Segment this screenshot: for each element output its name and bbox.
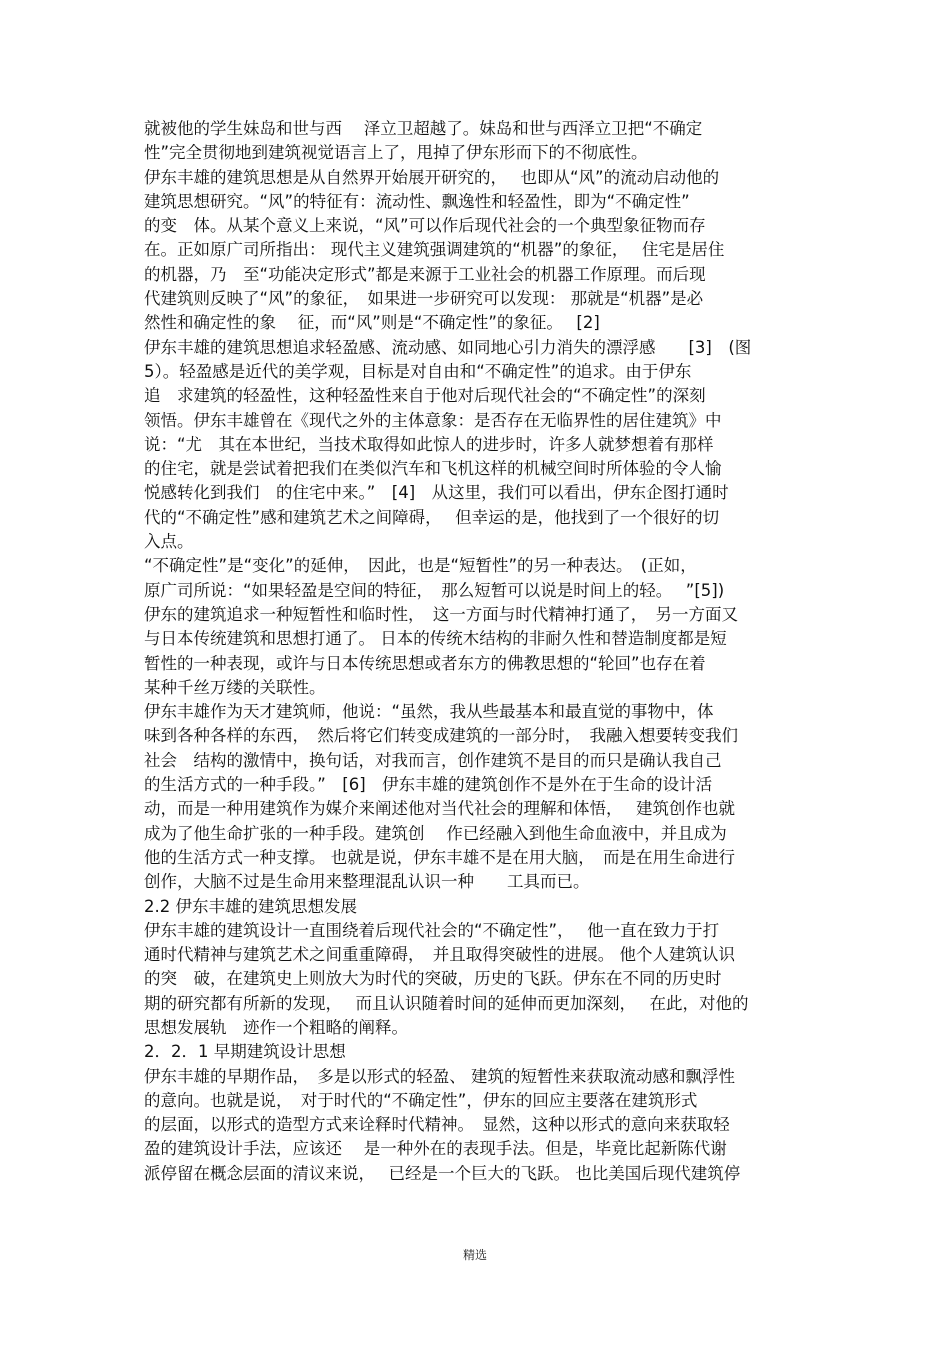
text-line: 成为了他生命扩张的一种手段。建筑创 作已经融入到他生命血液中，并且成为 — [144, 823, 727, 843]
text-line: 创作，大脑不过是生命用来整理混乱认识一种 工具而已。 — [144, 872, 590, 892]
text-line: 的机器，乃 至“功能决定形式”都是来源于工业社会的机器工作原理。而后现 — [144, 264, 706, 284]
text-line: 的生活方式的一种手段。” [6] 伊东丰雄的建筑创作不是外在于生命的设计活 — [144, 775, 713, 795]
page-footer: 精选 — [462, 1248, 487, 1262]
text-line: 在。正如原广司所指出： 现代主义建筑强调建筑的“机器”的象征， 住宅是居住 — [144, 240, 725, 260]
text-line: 说：“尤 其在本世纪，当技术取得如此惊人的进步时，许多人就梦想着有那样 — [144, 434, 714, 454]
text-line: 代的“不确定性”感和建筑艺术之间障碍， 但幸运的是，他找到了一个很好的切 — [144, 507, 720, 527]
text-line: 伊东的建筑追求一种短暂性和临时性， 这一方面与时代精神打通了， 另一方面又 — [144, 604, 738, 624]
text-line: 性”完全贯彻地到建筑视觉语言上了，甩掉了伊东形而下的不彻底性。 — [144, 143, 648, 163]
text-line: 味到各种各样的东西， 然后将它们转变成建筑的一部分时， 我融入想要转变我们 — [144, 726, 738, 746]
text-line: 5）。轻盈感是近代的美学观，目标是对自由和“不确定性”的追求。由于伊东 — [144, 361, 692, 381]
text-line: 入点。 — [144, 532, 194, 552]
text-line: 的层面，以形式的造型方式来诠释时代精神。 显然，这种以形式的意向来获取轻 — [144, 1115, 730, 1135]
text-line: 悦感转化到我们 的住宅中来。” [4] 从这里，我们可以看出，伊东企图打通时 — [144, 483, 729, 503]
text-line: “不确定性”是“变化”的延伸， 因此，也是“短暂性”的另一种表达。 (正如， — [144, 556, 697, 576]
body-text — [144, 117, 809, 1186]
text-line: 的突 破，在建筑史上则放大为时代的突破，历史的飞跃。伊东在不同的历史时 — [144, 969, 722, 989]
text-line: 伊东丰雄的建筑设计一直围绕着后现代社会的“不确定性”， 他一直在致力于打 — [144, 920, 720, 940]
text-line: 伊东丰雄的早期作品， 多是以形式的轻盈、 建筑的短暂性来获取流动感和飘浮性 — [144, 1066, 735, 1086]
text-line: 伊东丰雄作为天才建筑师，他说：“虽然，我从些最基本和最直觉的事物中，体 — [144, 702, 714, 722]
text-line: 然性和确定性的象 征，而“风”则是“不确定性”的象征。 [2] — [144, 313, 600, 333]
text-line: 伊东丰雄的建筑思想追求轻盈感、流动感、如同地心引力消失的漂浮感 [3] (图 — [144, 337, 752, 357]
text-line: 的变 体。从某个意义上来说，“风”可以作后现代社会的一个典型象征物而存 — [144, 216, 706, 236]
text-line: 期的研究都有所新的发现， 而且认识随着时间的延伸而更加深刻， 在此，对他的 — [144, 993, 749, 1013]
text-line: 领悟。伊东丰雄曾在《现代之外的主体意象：是否存在无临界性的居住建筑》中 — [144, 410, 722, 430]
text-line: 建筑思想研究。“风”的特征有：流动性、飘逸性和轻盈性，即为“不确定性” — [144, 191, 690, 211]
text-line: 就被他的学生妹岛和世与西 泽立卫超越了。妹岛和世与西泽立卫把“不确定 — [144, 119, 703, 138]
text-line: 他的生活方式一种支撑。 也就是说，伊东丰雄不是在用大脑， 而是在用生命进行 — [144, 847, 735, 867]
text-line: 派停留在概念层面的清议来说， 已经是一个巨大的飞跃。 也比美国后现代建筑停 — [144, 1163, 741, 1183]
text-line: 动，而是一种用建筑作为媒介来阐述他对当代社会的理解和体悟， 建筑创作也就 — [144, 799, 735, 819]
text-line: 原广司所说：“如果轻盈是空间的特征， 那么短暂可以说是时间上的轻。 ”[5]) — [144, 580, 725, 600]
text-line: 追 求建筑的轻盈性，这种轻盈性来自于他对后现代社会的“不确定性”的深刻 — [144, 386, 706, 406]
text-line: 伊东丰雄的建筑思想是从自然界开始展开研究的， 也即从“风”的流动启动他的 — [144, 167, 720, 187]
text-line: 通时代精神与建筑艺术之间重重障碍， 并且取得突破性的进展。 他个人建筑认识 — [144, 945, 735, 965]
text-line: 思想发展轨 迹作一个粗略的阐释。 — [144, 1017, 408, 1037]
text-line: 某种千丝万缕的关联性。 — [144, 677, 326, 697]
text-line: 的意向。也就是说， 对于时代的“不确定性”，伊东的回应主要落在建筑形式 — [144, 1090, 698, 1110]
section-heading: 2.2 伊东丰雄的建筑思想发展 — [144, 896, 357, 916]
text-line: 社会 结构的激情中，换句话，对我而言，创作建筑不是目的而只是确认我自己 — [144, 750, 722, 770]
text-line: 的住宅，就是尝试着把我们在类似汽车和飞机这样的机械空间时所体验的令人愉 — [144, 459, 722, 479]
text-line: 暂性的一种表现，或许与日本传统思想或者东方的佛教思想的“轮回”也存在着 — [144, 653, 706, 673]
subsection-heading: 2．2．1 早期建筑设计思想 — [144, 1042, 346, 1062]
text-line: 与日本传统建筑和思想打通了。 日本的传统木结构的非耐久性和替造制度都是短 — [144, 629, 727, 649]
text-line: 盈的建筑设计手法，应该还 是一种外在的表现手法。但是，毕竟比起新陈代谢 — [144, 1139, 727, 1159]
text-line: 代建筑则反映了“风”的象征， 如果进一步研究可以发现： 那就是“机器”是必 — [144, 289, 704, 309]
